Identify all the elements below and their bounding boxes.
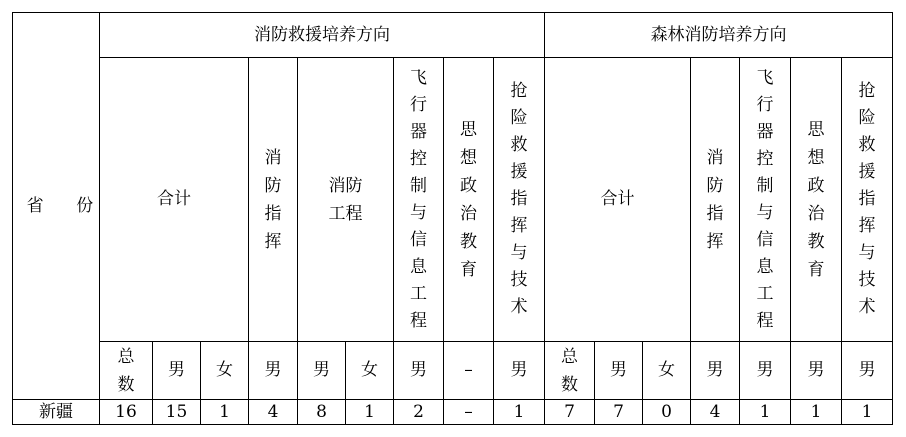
sub-fo-total-label: 总数 <box>561 346 579 395</box>
sub-fr-flight-label: 男 <box>410 360 427 381</box>
forest-group-header <box>545 13 893 58</box>
cell-fr-flight: 2 <box>394 400 444 425</box>
sub-fr-eng-male <box>298 342 346 400</box>
cell-fr-total: 16 <box>100 400 153 425</box>
sub-fo-female <box>643 342 691 400</box>
cell-fr-pol: – <box>444 400 494 425</box>
cell-fo-pol: 1 <box>791 400 842 425</box>
sub-fr-pol <box>444 342 494 400</box>
sub-fr-total-label: 总数 <box>117 346 135 395</box>
sub-fr-pol-label: – <box>464 360 473 381</box>
cell-fo-flight: 1 <box>740 400 791 425</box>
sub-fr-eng-male-label: 男 <box>313 360 330 381</box>
cell-fr-female: 1 <box>201 400 249 425</box>
fr-rescue-command-label: 抢险救援指挥与技术 <box>510 81 528 317</box>
column-header-row <box>13 58 893 342</box>
cell-province: 新疆 <box>13 400 100 425</box>
sub-fo-pol <box>791 342 842 400</box>
table-row <box>13 400 893 425</box>
cell-fr-eng-female: 1 <box>346 400 394 425</box>
sub-fr-female <box>201 342 249 400</box>
cell-fo-total: 7 <box>545 400 595 425</box>
sub-fo-male-label: 男 <box>610 360 628 381</box>
fo-total-label: 合计 <box>600 189 635 210</box>
fo-total-header <box>545 58 691 342</box>
fo-fire-command-label: 消防指挥 <box>706 147 724 252</box>
cell-fo-rescue: 1 <box>842 400 893 425</box>
sub-fr-male <box>153 342 201 400</box>
cell-fo-female: 0 <box>643 400 691 425</box>
cell-fr-rescue: 1 <box>494 400 545 425</box>
province-header-label: 省 份 <box>26 195 107 216</box>
fire-rescue-group-label: 消防救援培养方向 <box>254 24 391 45</box>
sub-fr-rescue-label: 男 <box>510 360 528 381</box>
fr-rescue-command-header <box>494 58 545 342</box>
cell-fo-male: 7 <box>595 400 643 425</box>
subheader-row <box>13 342 893 400</box>
sub-fr-eng-female <box>346 342 394 400</box>
sub-fo-rescue <box>842 342 893 400</box>
fo-rescue-command-label: 抢险救援指挥与技术 <box>858 81 876 317</box>
sub-fr-eng-female-label: 女 <box>361 360 378 381</box>
sub-fr-cmd-label: 男 <box>264 360 282 381</box>
group-header-row <box>13 13 893 58</box>
cell-fr-cmd: 4 <box>249 400 298 425</box>
fr-total-header <box>100 58 249 342</box>
sub-fr-rescue <box>494 342 545 400</box>
cell-fr-eng-male: 8 <box>298 400 346 425</box>
sub-fr-male-label: 男 <box>168 360 185 381</box>
province-header <box>13 13 107 400</box>
cell-fo-cmd: 4 <box>691 400 740 425</box>
fr-fire-engineering-header <box>298 58 394 342</box>
sub-fo-flight <box>740 342 791 400</box>
fr-flight-control-label: 飞行器控制与信息工程 <box>409 67 427 331</box>
sub-fo-female-label: 女 <box>658 360 676 381</box>
fr-fire-command-header <box>249 58 298 342</box>
fo-flight-control-header <box>740 58 791 342</box>
sub-fr-flight <box>394 342 444 400</box>
fo-rescue-command-header <box>842 58 893 342</box>
forest-group-label: 森林消防培养方向 <box>650 24 787 45</box>
sub-fo-rescue-label: 男 <box>858 360 876 381</box>
fr-fire-command-label: 消防指挥 <box>264 147 282 252</box>
fr-total-label: 合计 <box>157 189 191 210</box>
sub-fo-cmd <box>691 342 740 400</box>
cell-fr-male: 15 <box>153 400 201 425</box>
sub-fr-total <box>100 342 153 400</box>
fo-fire-command-header <box>691 58 740 342</box>
sub-fo-pol-label: 男 <box>807 360 825 381</box>
enrollment-table <box>12 12 893 425</box>
fr-flight-control-header <box>394 58 444 342</box>
fire-rescue-group-header <box>100 13 545 58</box>
fr-fire-engineering-label: 消防工程 <box>328 175 363 224</box>
sub-fo-cmd-label: 男 <box>706 360 724 381</box>
fo-political-education-label: 思想政治教育 <box>807 119 825 280</box>
sub-fo-total <box>545 342 595 400</box>
sub-fo-male <box>595 342 643 400</box>
sub-fo-flight-label: 男 <box>756 360 774 381</box>
sub-fr-female-label: 女 <box>216 360 233 381</box>
fo-political-education-header <box>791 58 842 342</box>
sub-fr-cmd <box>249 342 298 400</box>
fr-political-education-label: 思想政治教育 <box>459 119 477 280</box>
fr-political-education-header <box>444 58 494 342</box>
fo-flight-control-label: 飞行器控制与信息工程 <box>756 67 774 331</box>
